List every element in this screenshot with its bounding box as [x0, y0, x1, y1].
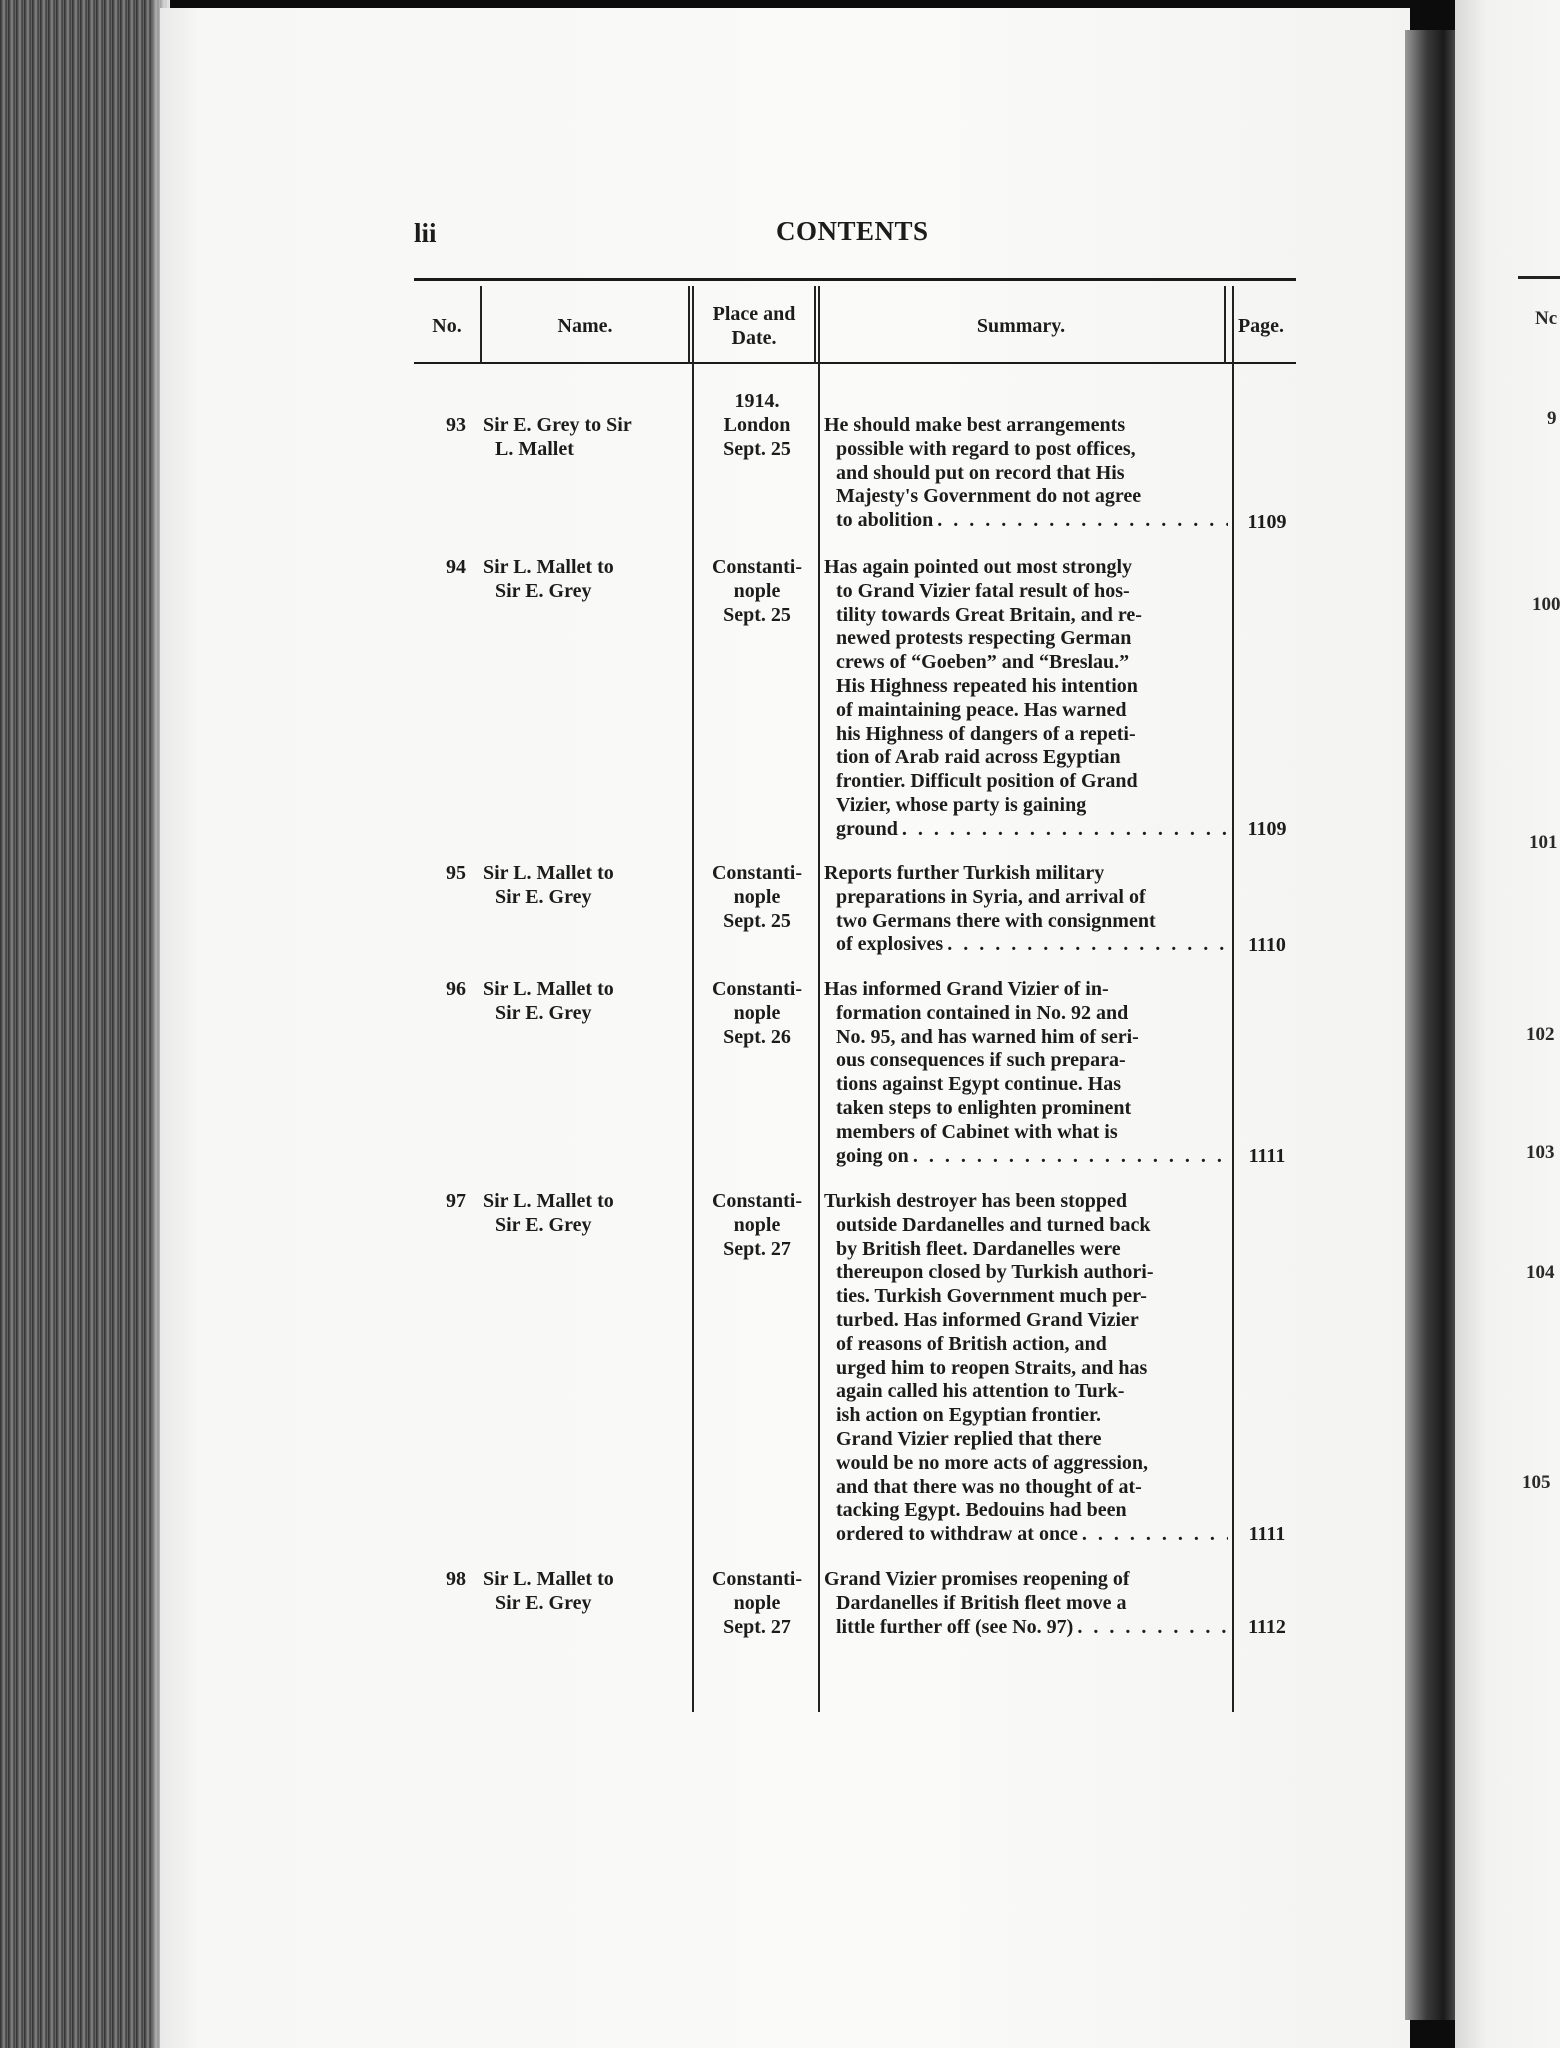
date: Sept. 25: [723, 603, 791, 626]
summary-line: Has informed Grand Vizier of in-: [824, 978, 1109, 1000]
summary-line: possible with regard to post offices,: [836, 437, 1136, 460]
summary-line: [824, 1145, 1228, 1169]
book-page-edges: [0, 0, 170, 2048]
row-number: 94: [446, 556, 466, 578]
date: Sept. 26: [723, 1025, 791, 1048]
name-line: Sir E. Grey: [495, 885, 592, 908]
name-line: Sir L. Mallet to: [483, 1190, 614, 1212]
row-page: 1110: [1248, 934, 1286, 956]
summary-line: turbed. Has informed Grand Vizier: [836, 1308, 1139, 1331]
name-line: Sir L. Mallet to: [483, 862, 614, 884]
row-place-date: [694, 1568, 820, 1639]
row-place-date: [694, 556, 820, 627]
summary-line: Vizier, whose party is gaining: [836, 793, 1087, 816]
summary-line: Turkish destroyer has been stopped: [824, 1190, 1128, 1212]
name-line: Sir L. Mallet to: [483, 556, 614, 578]
row-page: 1112: [1248, 1616, 1286, 1638]
summary-line: his Highness of dangers of a repeti-: [836, 722, 1136, 745]
facing-page-rule: [1518, 276, 1560, 279]
row-number: 96: [446, 978, 466, 1000]
summary-line: urged him to reopen Straits, and has: [836, 1356, 1148, 1379]
place: nople: [733, 885, 781, 908]
column-header-summary: Summary.: [976, 315, 1066, 337]
summary-line: outside Dardanelles and turned back: [836, 1213, 1151, 1236]
summary-text: to abolition: [836, 509, 934, 532]
summary-text: going on: [836, 1144, 909, 1167]
facing-number: 105: [1522, 1472, 1551, 1493]
row-page: 1111: [1248, 1145, 1286, 1167]
place: Constanti-: [711, 1568, 802, 1590]
leader-dots: [909, 1145, 1228, 1169]
row-page: 1109: [1247, 818, 1287, 840]
summary-text: of explosives: [836, 933, 944, 956]
name-line: Sir L. Mallet to: [483, 978, 614, 1000]
row-name: [483, 414, 687, 462]
row-summary: [820, 862, 1230, 957]
leader-dots: [943, 933, 1228, 957]
summary-line: newed protests respecting German: [836, 627, 1132, 650]
summary-line: of maintaining peace. Has warned: [836, 698, 1127, 721]
place: nople: [733, 579, 781, 602]
column-header-no: No.: [432, 315, 462, 337]
summary-line: He should make best arrangements: [824, 414, 1126, 436]
summary-line: Grand Vizier promises reopening of: [824, 1568, 1130, 1590]
summary-line: ous consequences if such prepara-: [836, 1049, 1126, 1072]
date: Sept. 25: [723, 437, 791, 460]
column-divider: [688, 286, 690, 364]
running-title: CONTENTS: [776, 216, 929, 246]
summary-line: thereupon closed by Turkish authori-: [836, 1261, 1154, 1284]
row-place-date: [694, 390, 820, 461]
summary-text: ground: [836, 817, 898, 840]
facing-number: 103: [1526, 1142, 1555, 1163]
row-name: [483, 1190, 687, 1238]
facing-number: 101: [1529, 832, 1558, 853]
summary-line: two Germans there with consignment: [836, 909, 1156, 932]
facing-number: 100: [1532, 594, 1560, 615]
row-place-date: [694, 1190, 820, 1261]
summary-line: Grand Vizier replied that there: [836, 1427, 1102, 1450]
table-header-rule: [414, 362, 1296, 364]
row-number: 93: [446, 414, 466, 436]
table-top-rule: [414, 278, 1296, 281]
summary-line: [824, 1523, 1228, 1547]
summary-line: tacking Egypt. Bedouins had been: [836, 1499, 1127, 1522]
summary-line: members of Cabinet with what is: [836, 1120, 1118, 1143]
row-name: [483, 862, 687, 910]
row-place-date: [694, 862, 820, 933]
summary-line: again called his attention to Turk-: [836, 1380, 1125, 1403]
row-name: [483, 978, 687, 1026]
summary-line: ties. Turkish Government much per-: [836, 1285, 1147, 1308]
place: nople: [733, 1591, 781, 1614]
page-number: lii: [414, 218, 437, 248]
column-header-name: Name.: [557, 315, 613, 337]
name-line: Sir E. Grey to Sir: [483, 414, 632, 436]
summary-line: and should put on record that His: [836, 461, 1125, 484]
row-page: 1111: [1248, 1523, 1286, 1545]
summary-line: crews of “Goeben” and “Breslau.”: [836, 651, 1130, 674]
summary-line: tility towards Great Britain, and re-: [836, 603, 1142, 626]
row-summary: [820, 1190, 1230, 1547]
place: Constanti-: [711, 556, 802, 578]
place: nople: [733, 1213, 781, 1236]
name-line: Sir E. Grey: [495, 1001, 592, 1024]
place: nople: [733, 1001, 781, 1024]
place: Constanti-: [711, 1190, 802, 1212]
column-divider: [1232, 286, 1234, 1712]
column-header-place-date: Place and Date.: [712, 303, 796, 349]
leader-dots: [1078, 1523, 1228, 1547]
summary-line: by British fleet. Dardanelles were: [836, 1237, 1121, 1260]
date: Sept. 27: [723, 1237, 791, 1260]
row-summary: [820, 414, 1230, 533]
row-number: 98: [446, 1568, 466, 1590]
column-header-page: Page.: [1237, 315, 1285, 337]
name-line: Sir L. Mallet to: [483, 1568, 614, 1590]
summary-line: tions against Egypt continue. Has: [836, 1073, 1122, 1096]
summary-line: [824, 933, 1228, 957]
row-summary: [820, 978, 1230, 1168]
summary-text: little further off (see No. 97): [836, 1615, 1074, 1638]
book-gutter: [1405, 30, 1460, 2020]
summary-line: taken steps to enlighten prominent: [836, 1096, 1132, 1119]
row-page: 1109: [1247, 511, 1287, 533]
facing-number: 104: [1526, 1262, 1555, 1283]
row-summary: [820, 556, 1230, 842]
year: 1914.: [734, 390, 780, 412]
date: Sept. 27: [723, 1615, 791, 1638]
summary-line: would be no more acts of aggression,: [836, 1451, 1149, 1474]
summary-line: frontier. Difficult position of Grand: [836, 770, 1138, 793]
leader-dots: [1073, 1616, 1228, 1640]
contents-table: [414, 278, 1296, 1714]
row-name: [483, 1568, 687, 1616]
summary-line: tion of Arab raid across Egyptian: [836, 746, 1121, 769]
summary-line: formation contained in No. 92 and: [836, 1001, 1129, 1024]
summary-line: [824, 509, 1228, 533]
summary-text: ordered to withdraw at once: [836, 1523, 1078, 1546]
summary-line: preparations in Syria, and arrival of: [836, 885, 1146, 908]
summary-line: Majesty's Government do not agree: [836, 485, 1142, 508]
summary-line: ish action on Egyptian frontier.: [836, 1404, 1102, 1427]
facing-number: 9: [1547, 408, 1557, 429]
leader-dots: [898, 818, 1228, 842]
name-line: Sir E. Grey: [495, 1591, 592, 1614]
row-number: 95: [446, 862, 466, 884]
summary-line: His Highness repeated his intention: [836, 674, 1138, 697]
row-name: [483, 556, 687, 604]
row-number: 97: [446, 1190, 466, 1212]
summary-line: [824, 818, 1228, 842]
name-line: Sir E. Grey: [495, 579, 592, 602]
name-line: L. Mallet: [495, 437, 574, 460]
date: Sept. 25: [723, 909, 791, 932]
summary-line: of reasons of British action, and: [836, 1332, 1107, 1355]
place: London: [723, 413, 791, 436]
row-summary: [820, 1568, 1230, 1639]
summary-line: [824, 1616, 1228, 1640]
summary-line: Reports further Turkish military: [824, 862, 1105, 884]
facing-number: 102: [1526, 1024, 1555, 1045]
summary-line: No. 95, and has warned him of seri-: [836, 1025, 1139, 1048]
leader-dots: [933, 509, 1228, 533]
place: Constanti-: [711, 978, 802, 1000]
name-line: Sir E. Grey: [495, 1213, 592, 1236]
summary-line: to Grand Vizier fatal result of hos-: [836, 579, 1130, 602]
summary-line: and that there was no thought of at-: [836, 1475, 1142, 1498]
facing-header: Nc: [1535, 308, 1558, 329]
place: Constanti-: [711, 862, 802, 884]
row-place-date: [694, 978, 820, 1049]
column-divider: [814, 286, 816, 364]
summary-line: Has again pointed out most strongly: [824, 556, 1133, 578]
summary-line: Dardanelles if British fleet move a: [836, 1591, 1127, 1614]
